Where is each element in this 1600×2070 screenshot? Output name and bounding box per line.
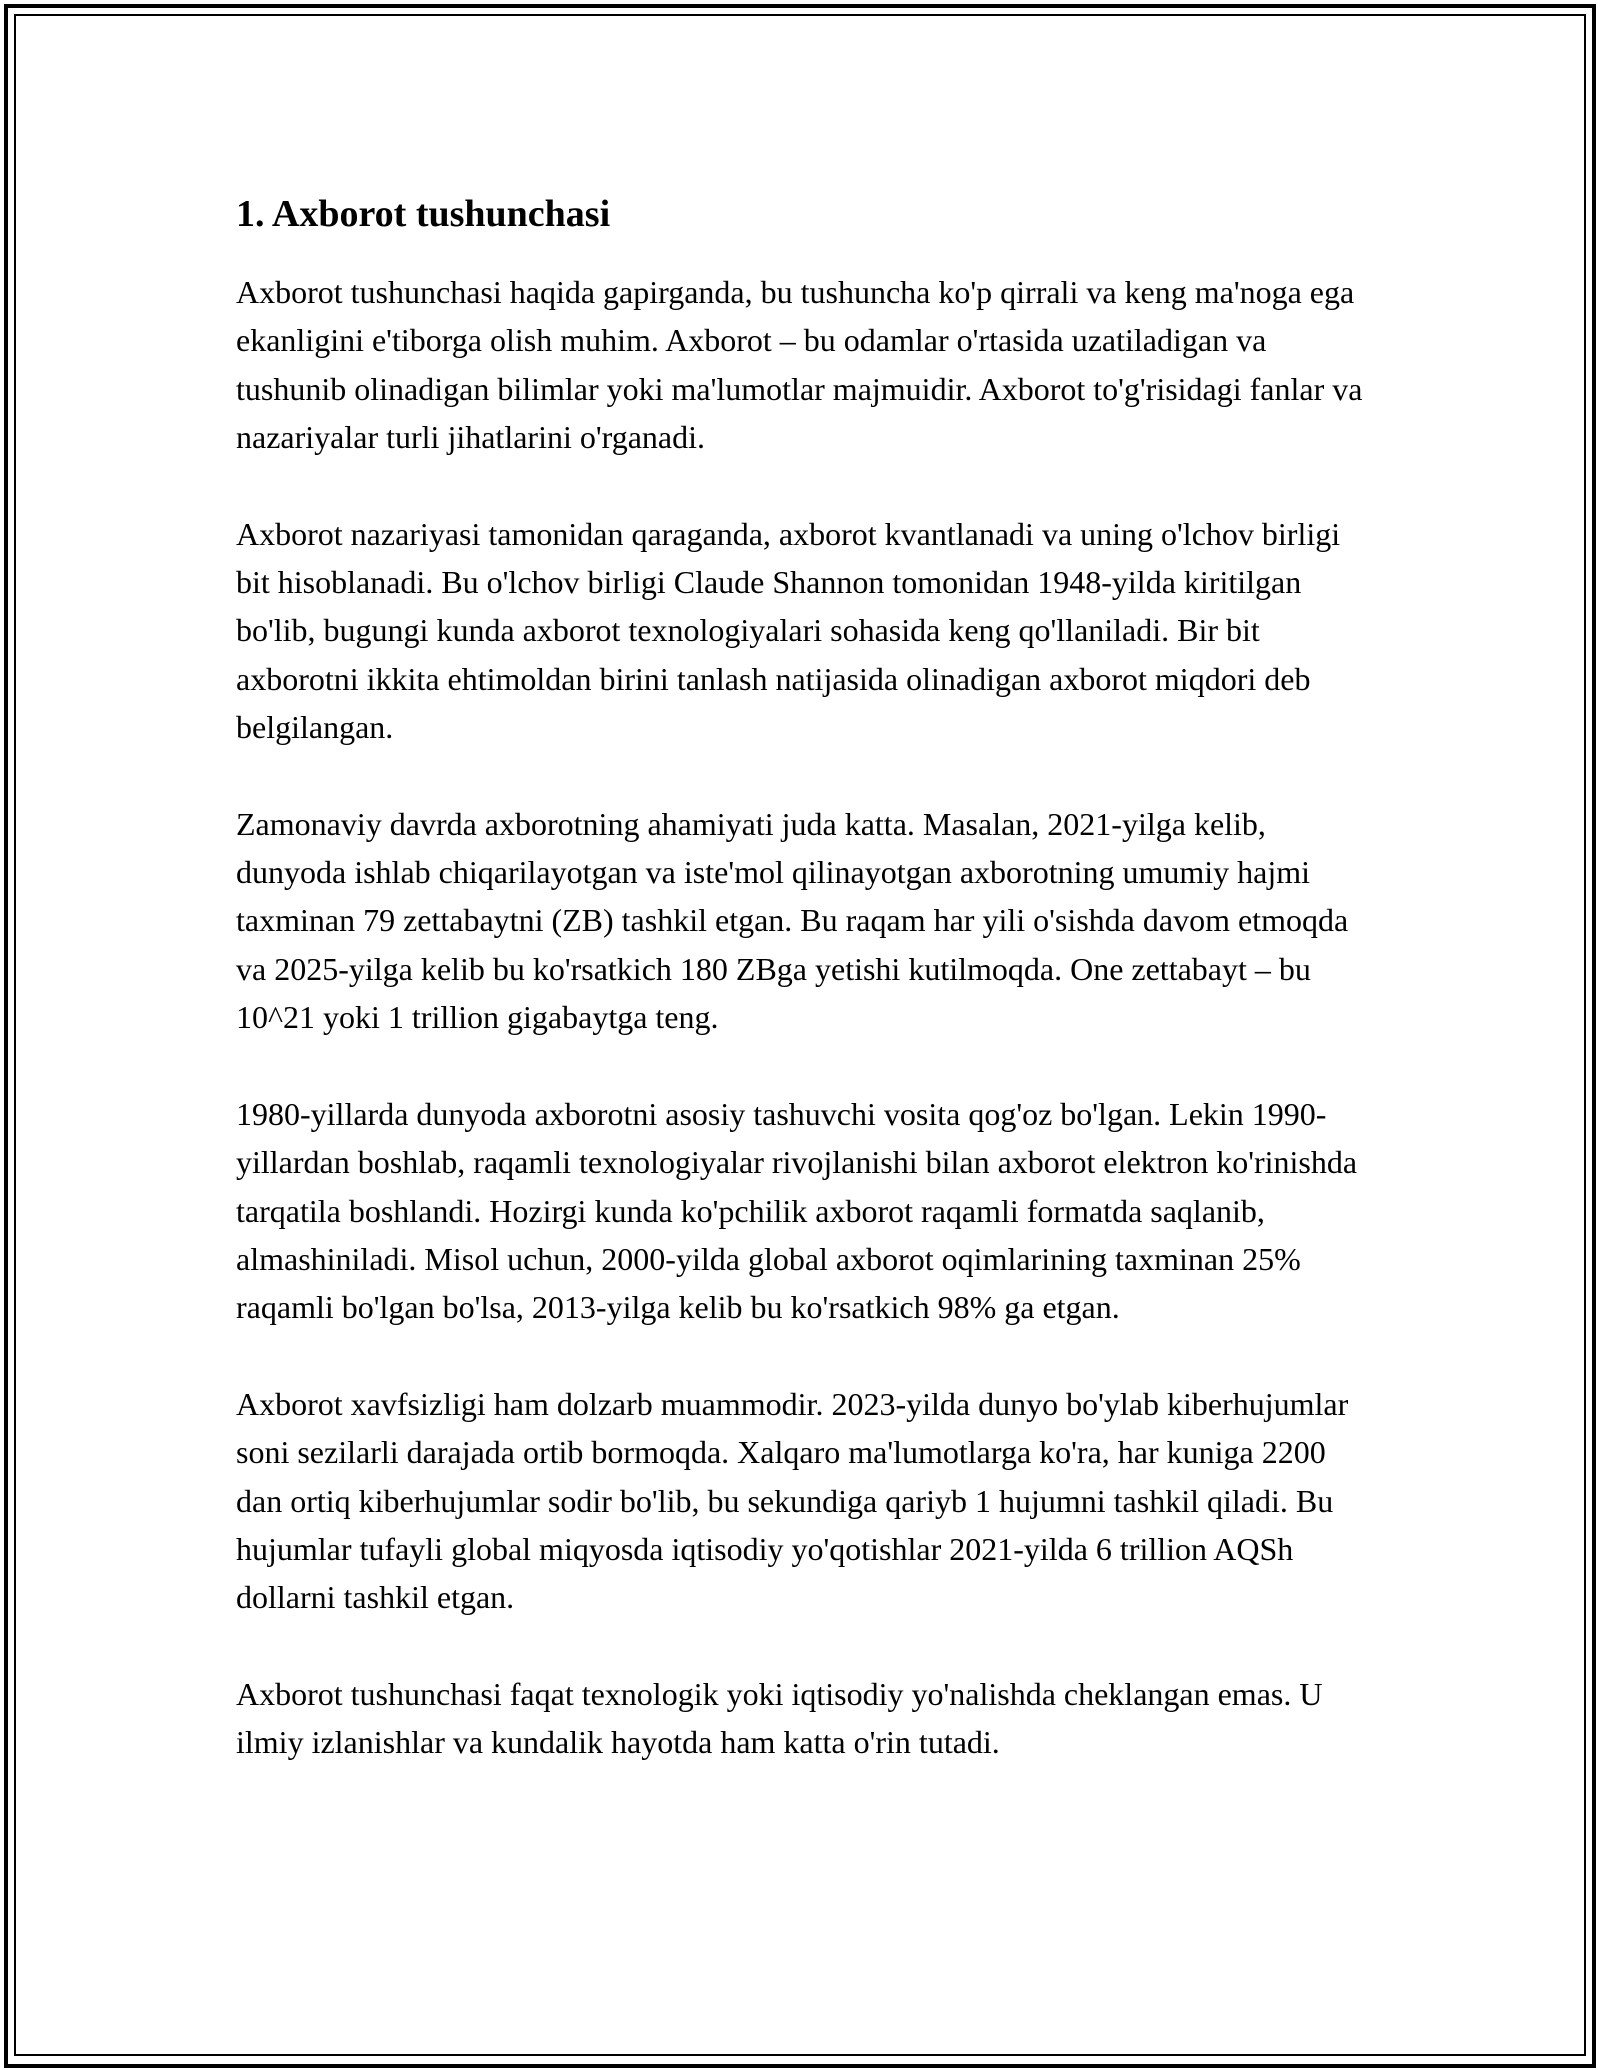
paragraph-4: 1980-yillarda dunyoda axborotni asosiy tashuvchi vosita qog'oz bo'lgan. Lekin 1990-yillardan boshlab, raqamli texnologiyalar rivojlanishi bilan axborot elektron ko'rinishda tarqatila boshlandi. Hozirgi kunda ko'pchilik axborot raqamli formatda saqlanib, almashiniladi. Misol uchun, 2000-yilda global axborot oqimlarining taxminan 25% raqamli bo'lgan bo'lsa, 2013-yilga kelib bu ko'rsatkich 98% ga etgan. [236, 1095, 1358, 1326]
section-heading: 1. Axborot tushunchasi [236, 193, 611, 235]
document-page [236, 186, 1376, 1815]
paragraph-6: Axborot tushunchasi faqat texnologik yoki iqtisodiy yo'nalishda cheklangan emas. U ilmiy izlanishlar va kundalik hayotda ham katta o'rin tutadi. [236, 1675, 1323, 1761]
paragraph-2: Axborot nazariyasi tamonidan qaraganda, axborot kvantlanadi va uning o'lchov birligi bit hisoblanadi. Bu o'lchov birligi Claude Shannon tomonidan 1948-yilda kiritilgan bo'lib, bugungi kunda axborot texnologiyalari sohasida keng qo'llaniladi. Bir bit axborotni ikkita ehtimoldan birini tanlash natijasida olinadigan axborot miqdori deb belgilangan. [236, 515, 1341, 746]
paragraph-3: Zamonaviy davrda axborotning ahamiyati juda katta. Masalan, 2021-yilga kelib, dunyoda ishlab chiqarilayotgan va iste'mol qilinayotgan axborotning umumiy hajmi taxminan 79 zettabaytni (ZB) tashkil etgan. Bu raqam har yili o'sishda davom etmoqda va 2025-yilga kelib bu ko'rsatkich 180 ZBga yetishi kutilmoqda. One zettabayt – bu 10^21 yoki 1 trillion gigabaytga teng. [236, 805, 1349, 1036]
paragraph-1: Axborot tushunchasi haqida gapirganda, bu tushuncha ko'p qirrali va keng ma'noga ega ekanligini e'tiborga olish muhim. Axborot – bu odamlar o'rtasida uzatiladigan va tushunib olinadigan bilimlar yoki ma'lumotlar majmuidir. Axborot to'g'risidagi fanlar va nazariyalar turli jihatlarini o'rganadi. [236, 274, 1363, 456]
paragraph-5: Axborot xavfsizligi ham dolzarb muammodir. 2023-yilda dunyo bo'ylab kiberhujumlar soni sezilarli darajada ortib bormoqda. Xalqaro ma'lumotlarga ko'ra, har kuniga 2200 dan ortiq kiberhujumlar sodir bo'lib, bu sekundiga qariyb 1 hujumni tashkil qiladi. Bu hujumlar tufayli global miqyosda iqtisodiy yo'qotishlar 2021-yilda 6 trillion AQSh dollarni tashkil etgan. [236, 1385, 1349, 1616]
